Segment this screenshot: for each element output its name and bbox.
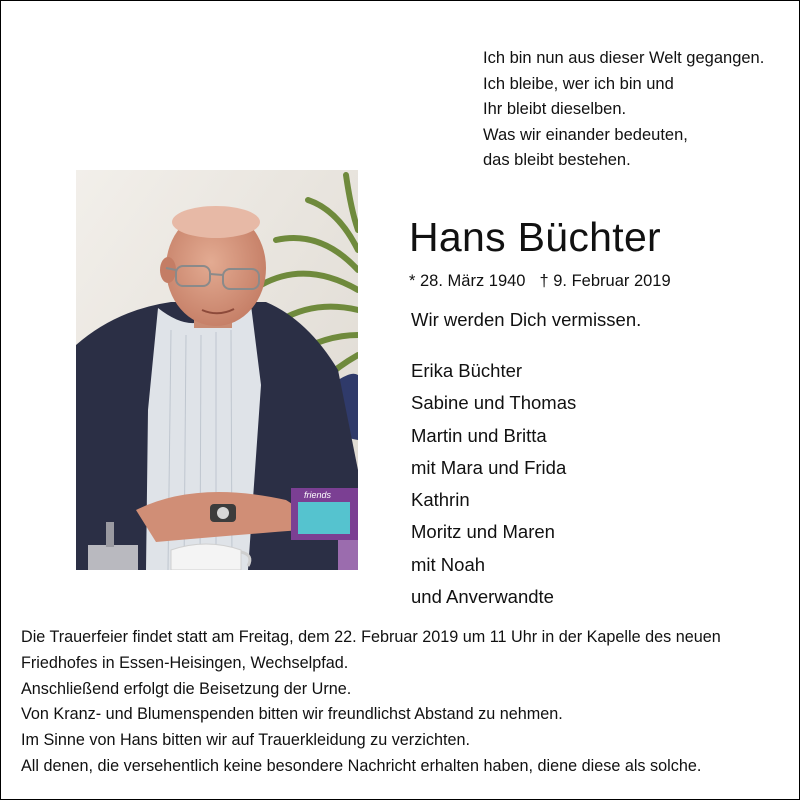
mourner: Martin und Britta (411, 424, 547, 446)
toy-box (291, 488, 358, 540)
mourner: Erika Büchter (411, 360, 523, 381)
info-line: Friedhofes in Essen-Heisingen, Wechselpfad. (21, 653, 349, 672)
poem-line: das bleibt bestehen. (483, 151, 631, 169)
poem-line: Ich bleibe, wer ich bin und (483, 74, 674, 93)
farewell-message: Wir werden Dich vermissen. (411, 309, 642, 330)
mourner: mit Noah (411, 553, 486, 575)
poem (483, 46, 764, 174)
portrait-photo (76, 170, 358, 570)
mourner: mit Mara und Frida (411, 456, 567, 478)
info-line: Anschließend erfolgt die Beisetzung der Urne. (21, 679, 352, 698)
deceased-name: Hans Büchter (409, 214, 662, 260)
poem-line: Was wir einander bedeuten, (483, 125, 688, 144)
info-line: Im Sinne von Hans bitten wir auf Trauerkleidung zu verzichten. (21, 731, 470, 750)
mourner: Sabine und Thomas (411, 392, 577, 414)
toy-box-label: friends (304, 490, 332, 500)
bald-head (172, 206, 260, 238)
info-line: Von Kranz- und Blumenspenden bitten wir freundlichst Abstand zu nehmen. (21, 705, 563, 724)
mourners-list (411, 355, 576, 613)
poem-line: Ihr bleibt dieselben. (483, 100, 627, 118)
birth-date: * 28. März 1940 (409, 272, 526, 290)
funeral-information (21, 625, 721, 780)
life-dates (409, 269, 671, 293)
info-line: All denen, die versehentlich keine besondere Nachricht erhalten haben, diene diese als solche. (21, 756, 702, 775)
mourner: Kathrin (411, 489, 470, 511)
death-date: † 9. Februar 2019 (539, 272, 671, 290)
info-line: Die Trauerfeier findet statt am Freitag, dem 22. Februar 2019 um 11 Uhr in der Kapelle des neuen (21, 628, 721, 646)
watch-face (217, 507, 229, 519)
mourner: Moritz und Maren (411, 521, 555, 543)
mourner: und Anverwandte (411, 586, 554, 608)
poem-line: Ich bin nun aus dieser Welt gegangen. (483, 49, 765, 67)
